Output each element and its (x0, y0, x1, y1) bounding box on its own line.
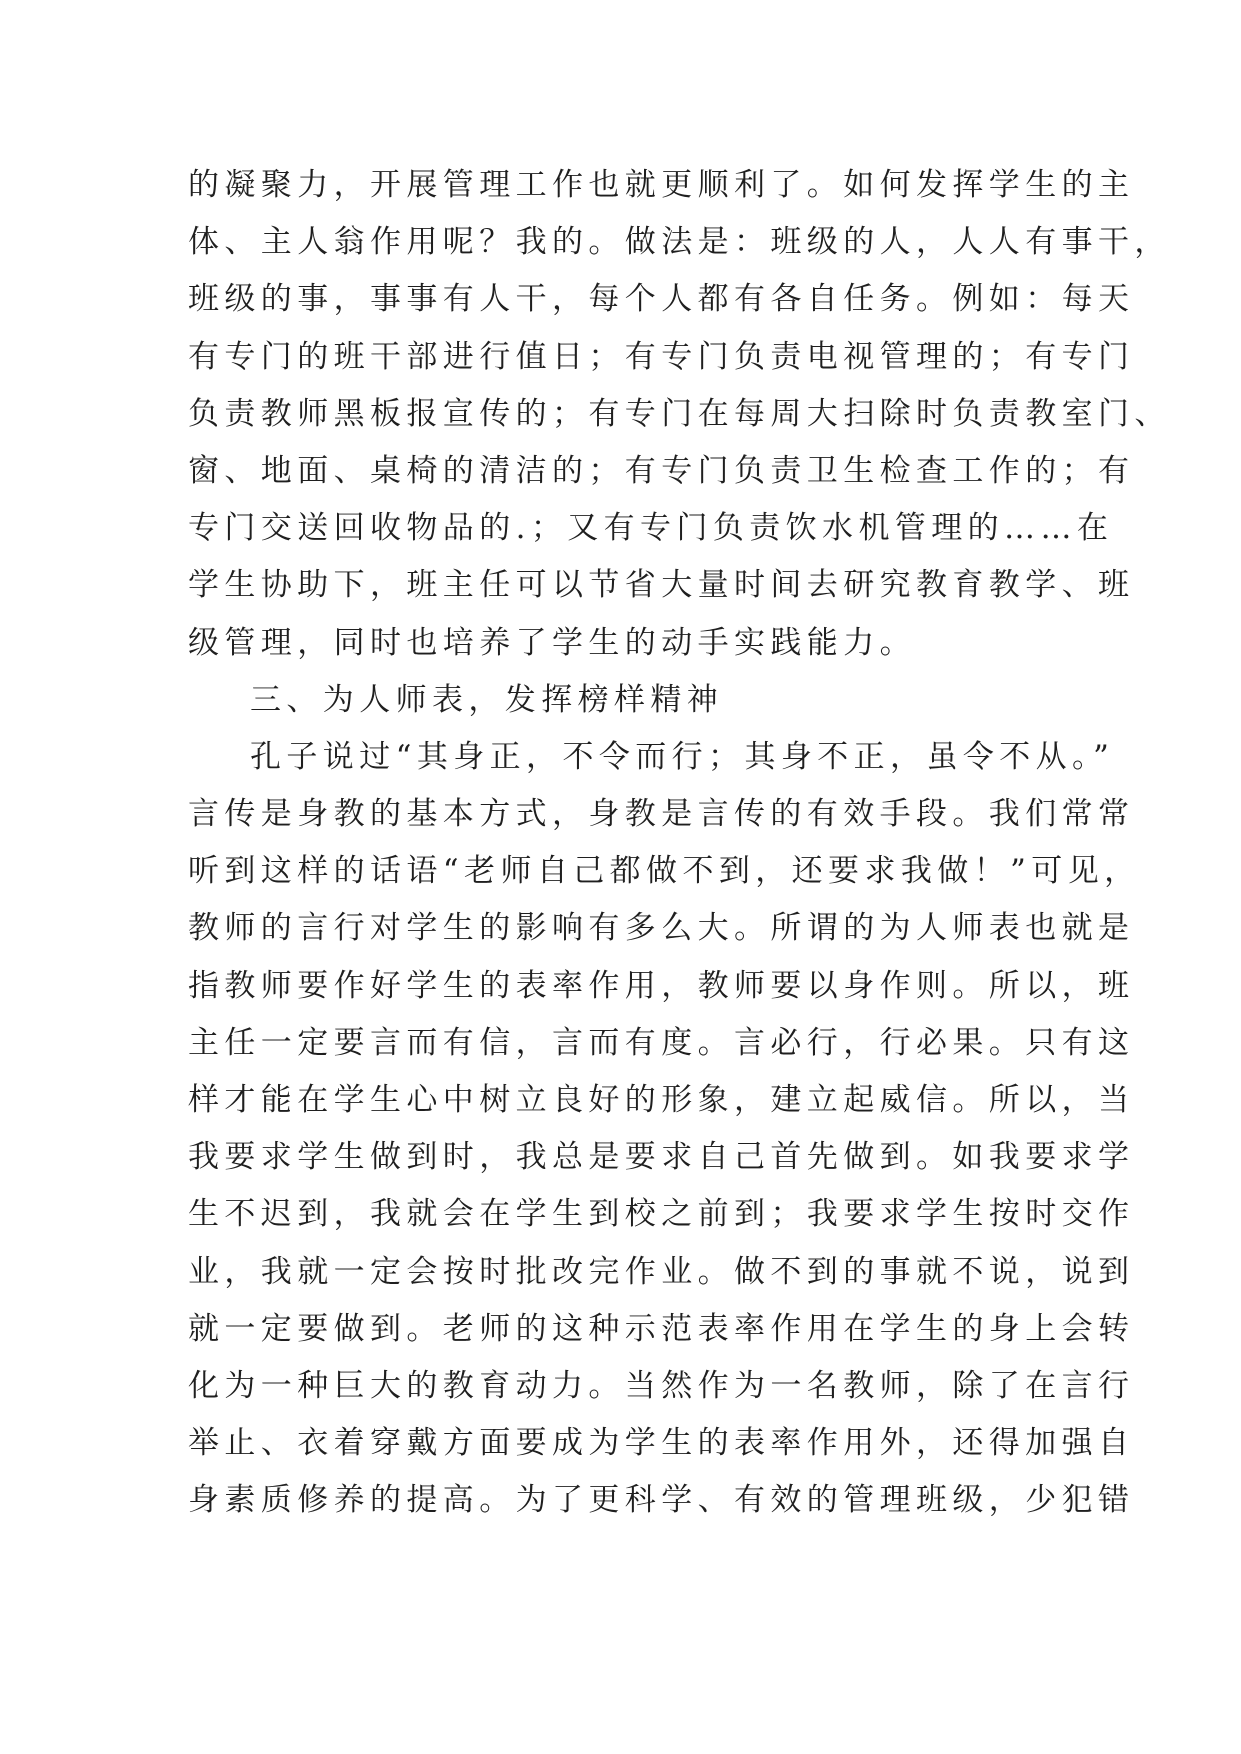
text-line: 业，我就一定会按时批改完作业。做不到的事就不说，说到 (188, 1253, 1135, 1290)
text-line: 我要求学生做到时，我总是要求自己首先做到。如我要求学 (188, 1139, 1135, 1176)
text-line: 体、主人翁作用呢？我的。做法是：班级的人，人人有事干， (188, 224, 1171, 261)
text-line: 指教师要作好学生的表率作用，教师要以身作则。所以，班 (188, 967, 1135, 1004)
text-line: 专门交送回收物品的.；又有专门负责饮水机管理的……在 (188, 510, 1114, 547)
text-line: 窗、地面、桌椅的清洁的；有专门负责卫生检查工作的；有 (188, 452, 1135, 489)
text-line: 的凝聚力，开展管理工作也就更顺利了。如何发挥学生的主 (188, 167, 1135, 203)
text-line: 班级的事，事事有人干，每个人都有各自任务。例如：每天 (188, 281, 1135, 318)
text-line: 主任一定要言而有信，言而有度。言必行，行必果。只有这 (188, 1024, 1135, 1061)
body-text (188, 157, 1171, 1530)
text-line: 教师的言行对学生的影响有多么大。所谓的为人师表也就是 (188, 910, 1135, 947)
paragraph-first-line: 孔子说过“其身正，不令而行；其身不正，虽令不从。” (250, 738, 1115, 775)
text-line: 样才能在学生心中树立良好的形象，建立起威信。所以，当 (188, 1082, 1135, 1118)
text-line: 生不迟到，我就会在学生到校之前到；我要求学生按时交作 (188, 1196, 1135, 1233)
text-line: 举止、衣着穿戴方面要成为学生的表率作用外，还得加强自 (188, 1425, 1135, 1462)
text-line: 言传是身教的基本方式，身教是言传的有效手段。我们常常 (188, 796, 1135, 833)
text-line: 化为一种巨大的教育动力。当然作为一名教师，除了在言行 (188, 1367, 1135, 1404)
text-line: 负责教师黑板报宣传的；有专门在每周大扫除时负责教室门、 (188, 395, 1171, 432)
text-line: 听到这样的话语“老师自己都做不到，还要求我做！”可见， (188, 853, 1141, 890)
text-line: 就一定要做到。老师的这种示范表率作用在学生的身上会转 (188, 1310, 1135, 1347)
text-line: 身素质修养的提高。为了更科学、有效的管理班级，少犯错 (188, 1482, 1135, 1519)
text-line: 有专门的班干部进行值日；有专门负责电视管理的；有专门 (188, 338, 1135, 375)
text-line: 级管理，同时也培养了学生的动手实践能力。 (188, 624, 916, 661)
section-heading: 三、为人师表，发挥榜样精神 (250, 681, 724, 718)
text-line: 学生协助下，班主任可以节省大量时间去研究教育教学、班 (188, 567, 1135, 604)
